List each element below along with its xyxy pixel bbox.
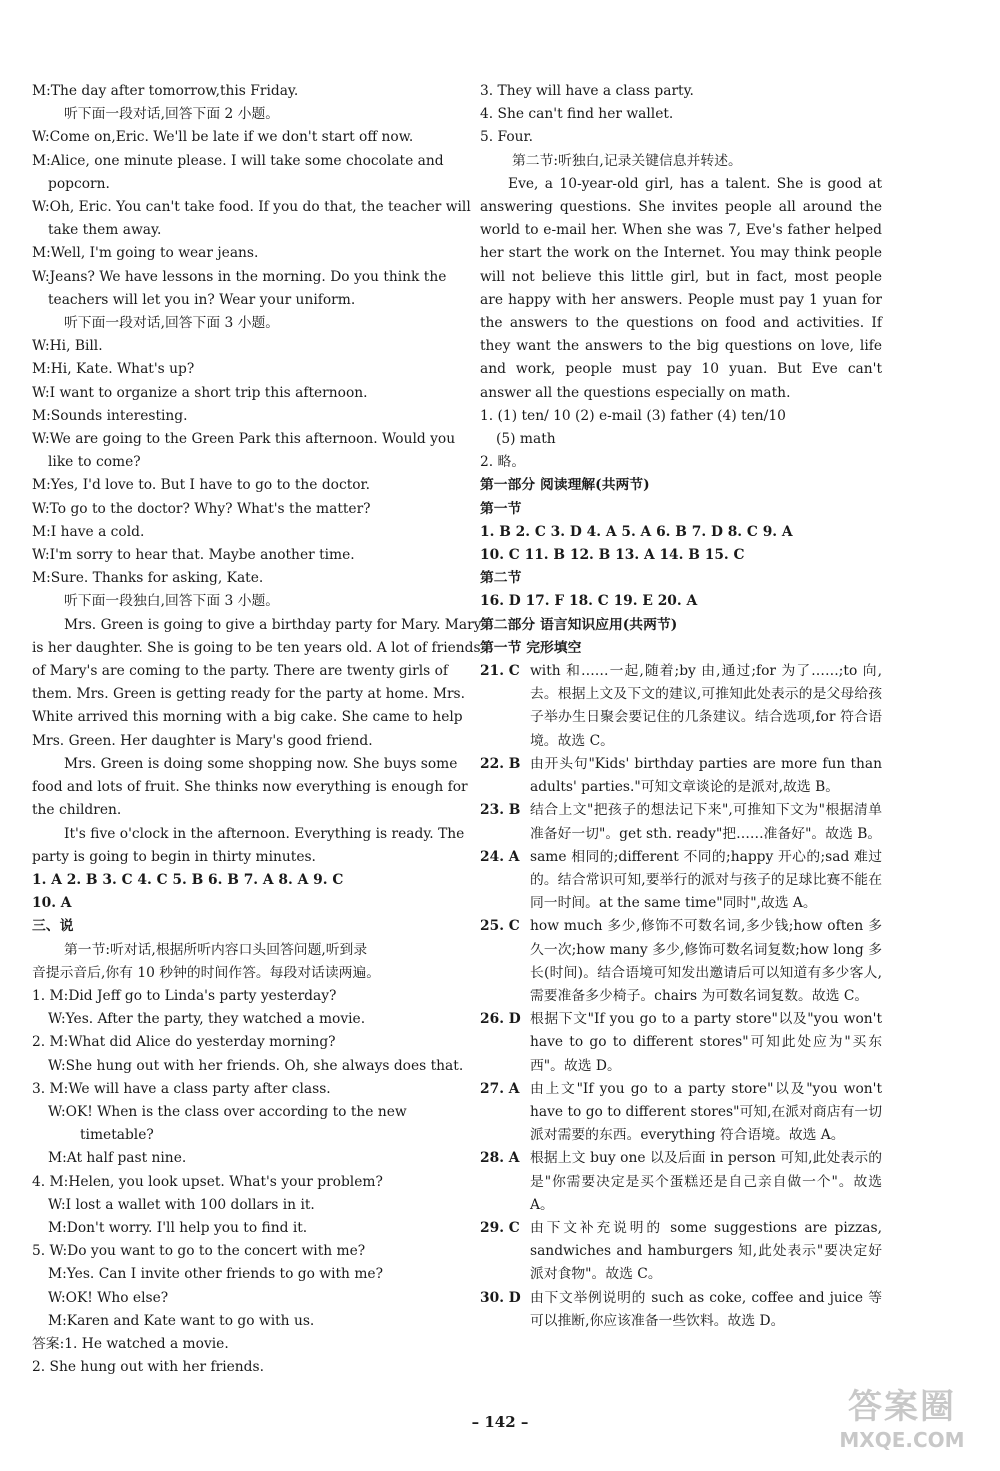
- text-line: like to come?: [48, 454, 141, 471]
- answer-line: 1. (1) ten/ 10 (2) e-mail (3) father (4) ten/10: [480, 407, 786, 424]
- watermark-top: 答案圈: [848, 1387, 956, 1427]
- text-line: 听下面一段对话,回答下面 2 小题。: [64, 106, 280, 123]
- cloze-item: [480, 753, 882, 799]
- answer-line: 3. They will have a class party.: [480, 83, 694, 99]
- text-line: 听下面一段对话,回答下面 3 小题。: [64, 315, 280, 332]
- answer-line: 第二节: [480, 570, 522, 587]
- cloze-item: [480, 660, 882, 753]
- answer-line: (5) math: [496, 431, 556, 448]
- cloze-item-explanation: 根据下文"If you go to a party store"以及"you won't have to go to different stores"可知此处应为"买东西"。故选 D。: [530, 1011, 882, 1074]
- text-line: M:Karen and Kate want to go with us.: [48, 1312, 315, 1329]
- answer-line: 第一节: [480, 500, 522, 517]
- text-line: 3. M:We will have a class party after class.: [32, 1080, 331, 1097]
- text-line: 三、说: [32, 918, 74, 935]
- text-line: 2. She hung out with her friends.: [32, 1359, 264, 1376]
- cloze-item: [480, 1147, 882, 1217]
- page-number: – 142 –: [471, 1413, 529, 1431]
- answer-line: 第一节 完形填空: [480, 639, 582, 656]
- cloze-item: [480, 1078, 882, 1148]
- text-line: 答案:1. He watched a movie.: [32, 1335, 229, 1352]
- section2-heading: 第二节:听独白,记录关键信息并转述。: [512, 152, 742, 169]
- cloze-item: [480, 799, 882, 845]
- text-line: W:OK! Who else?: [48, 1289, 169, 1306]
- text-line: 音提示音后,你有 10 秒钟的时间作答。每段对话读两遍。: [32, 964, 381, 981]
- cloze-item-number: 22. B: [480, 755, 521, 772]
- cloze-item-number: 26. D: [480, 1011, 521, 1028]
- text-line: 听下面一段独白,回答下面 3 小题。: [64, 593, 280, 610]
- text-line: W:She hung out with her friends. Oh, she always does that.: [48, 1057, 464, 1074]
- text-line: W:I lost a wallet with 100 dollars in it.: [48, 1196, 315, 1213]
- text-line: M:Sounds interesting.: [32, 407, 188, 424]
- text-line: Mrs. Green is doing some shopping now. She buys some: [64, 755, 458, 772]
- text-line: W:I want to organize a short trip this afternoon.: [32, 384, 368, 401]
- text-line: M:Alice, one minute please. I will take some chocolate and: [32, 152, 444, 169]
- cloze-item: [480, 1287, 882, 1333]
- text-line: 2. M:What did Alice do yesterday morning?: [32, 1034, 336, 1051]
- cloze-item-number: 28. A: [480, 1150, 520, 1167]
- cloze-item-number: 23. B: [480, 802, 521, 819]
- text-line: food and lots of fruit. She thinks now everything is enough for: [32, 779, 468, 796]
- cloze-item-explanation: 由上文"If you go to a party store"以及"you won't have to go to different stores"可知,在派对商店有一切派对需要的东西。everything 符合语境。故选 A。: [530, 1080, 882, 1144]
- text-line: W:Jeans? We have lessons in the morning. Do you think the: [32, 268, 447, 285]
- cloze-item-explanation: 根据上文 buy one 以及后面 in person 可知,此处表示的是"你需要决定是买个蛋糕还是自己亲自做一个"。故选 A。: [530, 1150, 882, 1213]
- cloze-item-explanation: 由下文举例说明的 such as coke, coffee and juice 等可以推断,你应该准备一些饮料。故选 D。: [530, 1289, 882, 1329]
- cloze-item-explanation: with 和……一起,随着;by 由,通过;for 为了……;to 向,去。根据上文及下文的建议,可推知此处表示的是父母给孩子举办生日聚会要记住的几条建议。结合选项,for 符合语境。故选 C。: [530, 663, 882, 749]
- watermark-logo: [822, 1387, 982, 1463]
- text-line: W:To go to the doctor? Why? What's the matter?: [32, 500, 371, 517]
- watermark-bottom: MXQE.COM: [839, 1428, 965, 1452]
- cloze-item-number: 29. C: [480, 1219, 520, 1236]
- text-line: W:Yes. After the party, they watched a movie.: [48, 1011, 366, 1028]
- text-line: is her daughter. She is going to be ten years old. A lot of friends: [32, 639, 481, 656]
- cloze-item-number: 24. A: [480, 848, 520, 865]
- answer-line: 第二部分 语言知识应用(共两节): [480, 616, 678, 633]
- answer-line: 16. D 17. F 18. C 19. E 20. A: [480, 593, 698, 610]
- text-line: take them away.: [48, 222, 162, 239]
- text-line: 1. A 2. B 3. C 4. C 5. B 6. B 7. A 8. A 9. C: [32, 871, 344, 888]
- cloze-item: [480, 915, 882, 1008]
- answer-line: 10. C 11. B 12. B 13. A 14. B 15. C: [480, 547, 745, 564]
- answer-line: 4. She can't find her wallet.: [480, 106, 674, 123]
- text-line: W:Hi, Bill.: [32, 338, 103, 355]
- cloze-item-explanation: 结合上文"把孩子的想法记下来",可推知下文为"根据清单准备好一切"。get sth. ready"把……准备好"。故选 B。: [530, 802, 882, 842]
- text-line: W:Oh, Eric. You can't take food. If you do that, the teacher will: [32, 199, 471, 216]
- text-line: 1. M:Did Jeff go to Linda's party yesterday?: [32, 987, 337, 1004]
- text-line: party is going to begin in thirty minutes.: [32, 848, 316, 865]
- text-line: Mrs. Green. Her daughter is Mary's good friend.: [32, 732, 373, 749]
- cloze-item-explanation: 由开头句"Kids' birthday parties are more fun than adults' parties."可知文章谈论的是派对,故选 B。: [530, 755, 882, 796]
- text-line: them. Mrs. Green is getting ready for the party at home. Mrs.: [32, 686, 466, 703]
- text-line: Mrs. Green is going to give a birthday party for Mary. Mary: [64, 616, 482, 633]
- text-line: 第一节:听对话,根据所听内容口头回答问题,听到录: [64, 941, 368, 958]
- right-column: [480, 80, 882, 1333]
- left-column: [32, 80, 482, 1379]
- text-line: M:Yes. Can I invite other friends to go with me?: [48, 1266, 383, 1283]
- cloze-item-explanation: 由下文补充说明的 some suggestions are pizzas, sandwiches and hamburgers 知,此处表示"要决定好派对食物"。故选 C。: [530, 1219, 882, 1283]
- text-line: M:Hi, Kate. What's up?: [32, 361, 195, 378]
- text-line: M:At half past nine.: [48, 1150, 187, 1167]
- text-line: It's five o'clock in the afternoon. Everything is ready. The: [64, 825, 465, 842]
- cloze-item: [480, 1217, 882, 1287]
- text-line: M:The day after tomorrow,this Friday.: [32, 83, 299, 99]
- text-line: W:Come on,Eric. We'll be late if we don't start off now.: [32, 129, 414, 146]
- text-line: M:Yes, I'd love to. But I have to go to the doctor.: [32, 477, 371, 494]
- text-line: popcorn.: [48, 175, 110, 192]
- text-line: of Mary's are coming to the party. There are twenty girls of: [32, 663, 448, 680]
- cloze-item-explanation: same 相同的;different 不同的;happy 开心的;sad 难过的。结合常识可知,要举行的派对与孩子的足球比赛不能在同一时间。at the same time"同时",故选 A。: [530, 848, 882, 912]
- text-line: W:I'm sorry to hear that. Maybe another time.: [32, 547, 355, 564]
- text-line: 10. A: [32, 895, 72, 912]
- text-line: White arrived this morning with a big cake. She came to help: [32, 709, 463, 726]
- text-line: W:OK! When is the class over according to the new: [48, 1103, 407, 1120]
- cloze-item-explanation: how much 多少,修饰不可数名词,多少钱;how often 多久一次;how many 多少,修饰可数名词复数;how long 多长(时间)。结合语境可知发出邀请后可以知道有多少客人,需要准备多少椅子。chairs 为可数名词复数。故选 C。: [530, 918, 882, 1004]
- text-line: M:Don't worry. I'll help you to find it.: [48, 1219, 308, 1236]
- text-line: W:We are going to the Green Park this afternoon. Would you: [32, 431, 456, 448]
- cloze-item-number: 30. D: [480, 1289, 521, 1306]
- cloze-item: [480, 1008, 882, 1078]
- answer-line: 第一部分 阅读理解(共两节): [480, 477, 650, 494]
- answer-line: 5. Four.: [480, 129, 534, 146]
- cloze-item-number: 25. C: [480, 918, 520, 935]
- monologue-text: Eve, a 10-year-old girl, has a talent. She is good at answering questions. She invites people all around the world to e-mail her. When she was 7, Eve's father helped her start the work on the Internet. You may think people will not believe this little girl, but in fact, most people are happy with her answers. People must pay 1 yuan for the answers to the questions on food and activities. If they want the answers to the big questions on love, life and work, people must pay 10 yuan. But Eve can't answer all the questions especially on math.: [480, 175, 882, 401]
- text-line: timetable?: [80, 1127, 154, 1144]
- answer-line: 1. B 2. C 3. D 4. A 5. A 6. B 7. D 8. C 9. A: [480, 523, 793, 540]
- text-line: the children.: [32, 802, 122, 819]
- text-line: teachers will let you in? Wear your uniform.: [48, 291, 356, 308]
- cloze-item-number: 27. A: [480, 1080, 520, 1097]
- cloze-item-number: 21. C: [480, 663, 520, 680]
- answer-line: 2. 略。: [480, 454, 526, 471]
- text-line: M:Sure. Thanks for asking, Kate.: [32, 570, 264, 587]
- cloze-item: [480, 846, 882, 916]
- text-line: M:I have a cold.: [32, 523, 145, 540]
- text-line: M:Well, I'm going to wear jeans.: [32, 245, 259, 262]
- text-line: 5. W:Do you want to go to the concert with me?: [32, 1243, 366, 1260]
- text-line: 4. M:Helen, you look upset. What's your problem?: [32, 1173, 383, 1190]
